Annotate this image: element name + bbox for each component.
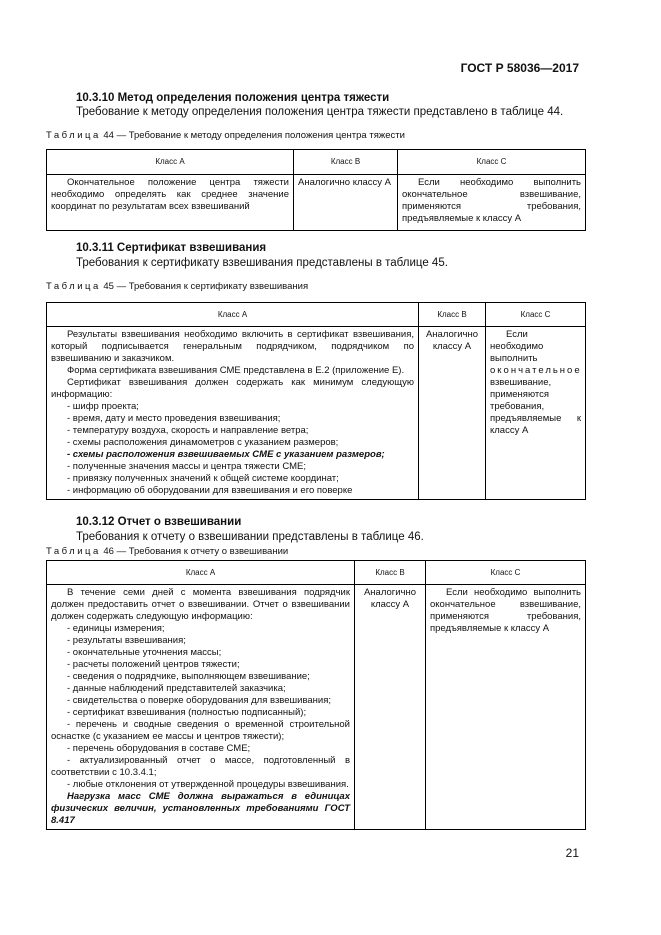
list-item: - шифр проекта; [67,401,139,412]
table-caption-46 [46,546,288,557]
cell-class-b: Аналогично классу А [294,175,398,231]
cell-class-a [47,585,355,830]
table-44 [46,149,586,231]
list-item: - температуру воздуха, скорость и направление ветра; [67,425,309,436]
list-item: - результаты взвешивания; [67,635,186,646]
list-item: - полученные значения массы и центра тяжести СМЕ; [67,461,307,472]
list-item-emphasized: - схемы расположения взвешиваемых СМЕ с указанием размеров; [67,449,385,460]
cell-class-c: Если необходимо выполнить окончательное взвешивание, применяются требования, предъявляемые к классу А [426,585,586,830]
table-caption-44 [46,130,405,141]
paragraph: Сертификат взвешивания должен содержать как минимум следующую информацию: [51,377,414,400]
list-item: - сертификат взвешивания (полностью подписанный); [67,707,307,718]
caption-text: 46 — Требования к отчету о взвешивании [100,546,289,557]
list-item: - перечень оборудования в составе СМЕ; [67,743,251,754]
paragraph: В течение семи дней с момента взвешивания подрядчик должен предоставить отчет о взвешивании. Отчет о взвешивании должен содержать следующую информацию: [51,587,350,622]
section-intro: Требование к методу определения положения центра тяжести представлено в таблице 44. [76,106,564,118]
table-caption-45 [46,281,308,292]
column-header-class-a: Класс А [47,150,294,175]
list-item: - время, дату и место проведения взвешивания; [67,413,281,424]
column-header-class-b: Класс В [355,561,426,585]
list-item: - свидетельства о поверке оборудования для взвешивания; [67,695,332,706]
section-title-10-3-11: 10.3.11 Сертификат взвешивания [76,242,267,254]
list-item: - актуализированный отчет о массе, подготовленный в соответствии с 10.3.4.1; [51,755,350,778]
list-item: - информацию об оборудовании для взвешивания и его поверке [67,485,353,496]
column-header-class-c: Класс С [398,150,586,175]
cell-class-a: Окончательное положение центра тяжести необходимо определять как среднее значение координат по результатам всех взвешиваний [47,175,294,231]
page-number: 21 [565,846,579,860]
section-title-10-3-12: 10.3.12 Отчет о взвешивании [76,516,242,528]
caption-text: 45 — Требования к сертификату взвешивания [100,281,309,292]
column-header-class-b: Класс В [419,303,486,327]
column-header-class-c: Класс С [426,561,586,585]
paragraph: Форма сертификата взвешивания СМЕ представлена в Е.2 (приложение Е). [67,365,405,376]
cell-class-b: Аналогично классу А [355,585,426,830]
list-item: - сведения о подрядчике, выполняющем взвешивание; [67,671,310,682]
cell-class-a [47,327,419,500]
section-title-10-3-10: 10.3.10 Метод определения положения центра тяжести [76,92,390,104]
cell-text-spaced: окончательное [490,365,582,376]
caption-word: Таблица [46,130,101,141]
column-header-class-c: Класс С [486,303,586,327]
caption-word: Таблица [46,546,101,557]
list-item: - окончательные уточнения массы; [67,647,222,658]
paragraph: Результаты взвешивания необходимо включить в сертификат взвешивания, который подписывается генеральным подрядчиком, подрядчиком по взвешиванию и заказчиком. [51,329,414,364]
cell-class-c [486,327,586,500]
column-header-class-a: Класс А [47,303,419,327]
list-item: - перечень и сводные сведения о временной строительной оснастке (с указанием ее массы и центров тяжести); [51,719,350,742]
list-item: - данные наблюдений представителей заказчика; [67,683,286,694]
cell-text: взвешивание, применяются требования, предъявляемые к классу А [490,377,581,436]
section-intro: Требования к отчету о взвешивании представлены в таблице 46. [76,531,424,543]
caption-word: Таблица [46,281,101,292]
list-item: - привязку полученных значений к общей системе координат; [67,473,339,484]
cell-text: Если необходимо выполнить [490,329,544,364]
table-46 [46,560,586,830]
column-header-class-b: Класс В [294,150,398,175]
list-item: - единицы измерения; [67,623,165,634]
document-code: ГОСТ Р 58036—2017 [460,61,579,75]
table-45 [46,302,586,500]
cell-class-b: Аналогично классу А [419,327,486,500]
section-intro: Требования к сертификату взвешивания представлены в таблице 45. [76,257,448,269]
caption-text: 44 — Требование к методу определения положения центра тяжести [100,130,405,141]
list-item: - расчеты положений центров тяжести; [67,659,240,670]
column-header-class-a: Класс А [47,561,355,585]
paragraph-emphasized: Нагрузка масс СМЕ должна выражаться в единицах физических величин, установленных требованиями ГОСТ 8.417 [51,791,350,826]
list-item: - схемы расположения динамометров с указанием размеров; [67,437,339,448]
cell-class-c: Если необходимо выполнить окончательное взвешивание, применяются требования, предъявляемые к классу А [398,175,586,231]
list-item: - любые отклонения от утвержденной процедуры взвешивания. [67,779,349,790]
